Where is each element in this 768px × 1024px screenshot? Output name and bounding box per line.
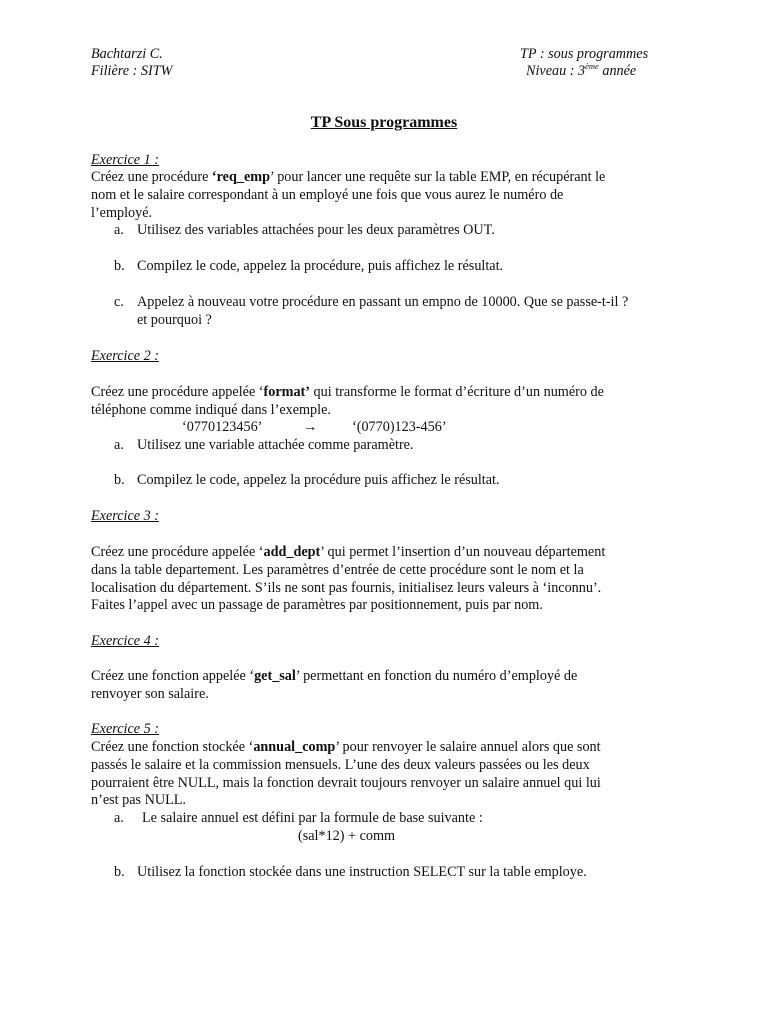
- header-level-prefix: Niveau : 3: [526, 63, 586, 79]
- ex5-function-name: annual_comp: [253, 739, 336, 755]
- ex5-text: ’ pour renvoyer le salaire annuel alors que sont: [335, 739, 601, 755]
- ex3-line-3: localisation du département. S’ils ne sont pas fournis, initialisez leurs valeurs à ‘inconnu’.: [91, 579, 602, 596]
- ex1-heading: Exercice 1 :: [91, 152, 159, 168]
- list-marker: b.: [114, 258, 125, 274]
- ex2-text: qui transforme le format d’écriture d’un numéro de: [310, 384, 604, 400]
- ex5-text: Créez une fonction stockée ‘: [91, 739, 254, 755]
- ex2-line-1: [91, 384, 675, 402]
- ex2-example-input: ‘0770123456’: [182, 419, 263, 435]
- ex1-line-2: nom et le salaire correspondant à un employé une fois que vous aurez le numéro de: [91, 186, 564, 203]
- ex3-procedure-name: add_dept: [263, 544, 321, 560]
- ex3-paragraph: [91, 544, 675, 615]
- ex1-procedure-name: ‘req_emp: [211, 169, 270, 185]
- list-item-text: et pourquoi ?: [137, 311, 212, 328]
- list-marker: a.: [114, 437, 124, 453]
- list-item-text: Appelez à nouveau votre procédure en passant un empno de 10000. Que se passe-t-il ?: [137, 294, 629, 310]
- ex3-line-1: [91, 544, 675, 562]
- list-item-text: Compilez le code, appelez la procédure puis affichez le résultat.: [137, 472, 500, 488]
- header-author: Bachtarzi C.: [91, 46, 163, 62]
- list-marker: a.: [114, 810, 124, 826]
- ex3-line-2: dans la table departement. Les paramètres d’entrée de cette procédure sont le nom et la: [91, 561, 584, 578]
- list-marker: c.: [114, 294, 124, 310]
- ex2-line-2: téléphone comme indiqué dans l’exemple.: [91, 401, 331, 418]
- ex5-line-3: pourraient être NULL, mais la fonction devrait toujours renvoyer un salaire annuel qui lui: [91, 774, 601, 791]
- ex1-text: ’ pour lancer une requête sur la table EMP, en récupérant le: [269, 169, 606, 185]
- list-marker: a.: [114, 222, 124, 238]
- header-level-suffix: année: [598, 63, 637, 79]
- header-course: TP : sous programmes: [520, 46, 649, 62]
- ex2-heading: Exercice 2 :: [91, 348, 159, 364]
- ex1-text: Créez une procédure: [91, 169, 212, 185]
- ex4-line-2: renvoyer son salaire.: [91, 685, 209, 702]
- ex1-paragraph: [91, 169, 675, 222]
- list-item-text: Le salaire annuel est défini par la formule de base suivante :: [142, 810, 483, 826]
- ex2-paragraph: [91, 384, 675, 420]
- ex2-procedure-name: format’: [263, 384, 310, 400]
- ex5-line-1: [91, 739, 675, 757]
- ex5-formula: (sal*12) + comm: [298, 828, 396, 844]
- ex1-line-3: l’employé.: [91, 204, 153, 221]
- page-title: TP Sous programmes: [310, 114, 458, 131]
- ex4-line-1: [91, 668, 675, 686]
- ex2-text: Créez une procédure appelée ‘: [91, 384, 264, 400]
- arrow-right-icon: →: [303, 419, 318, 435]
- ex4-text: ’ permettant en fonction du numéro d’employé de: [295, 668, 578, 684]
- ex4-paragraph: [91, 668, 675, 704]
- ex4-text: Créez une fonction appelée ‘: [91, 668, 255, 684]
- list-item-text: Utilisez une variable attachée comme paramètre.: [137, 437, 414, 453]
- ex4-heading: Exercice 4 :: [91, 633, 159, 649]
- list-item-text: Utilisez la fonction stockée dans une instruction SELECT sur la table employe.: [137, 864, 587, 880]
- ex2-example-output: ‘(0770)123-456’: [352, 419, 447, 435]
- ex5-line-4: n’est pas NULL.: [91, 792, 186, 809]
- list-marker: b.: [114, 472, 125, 488]
- ex4-function-name: get_sal: [254, 668, 296, 684]
- list-marker: b.: [114, 864, 125, 880]
- header-filiere: Filière : SITW: [91, 63, 173, 79]
- ex3-text: ’ qui permet l’insertion d’un nouveau département: [320, 544, 606, 560]
- header-level-sup: ème: [585, 61, 599, 71]
- ex3-line-4: Faites l’appel avec un passage de paramètres par positionnement, puis par nom.: [91, 597, 543, 614]
- ex5-heading: Exercice 5 :: [91, 721, 159, 737]
- ex5-line-2: passés le salaire et la commission mensuels. L’une des deux valeurs passées ou les deux: [91, 756, 590, 773]
- ex3-heading: Exercice 3 :: [91, 508, 159, 524]
- list-item-text: Utilisez des variables attachées pour les deux paramètres OUT.: [137, 222, 495, 238]
- ex3-text: Créez une procédure appelée ‘: [91, 544, 264, 560]
- header-level: [526, 63, 636, 81]
- list-item-text: Compilez le code, appelez la procédure, puis affichez le résultat.: [137, 258, 504, 274]
- ex5-paragraph: [91, 739, 675, 810]
- ex1-line-1: [91, 169, 675, 187]
